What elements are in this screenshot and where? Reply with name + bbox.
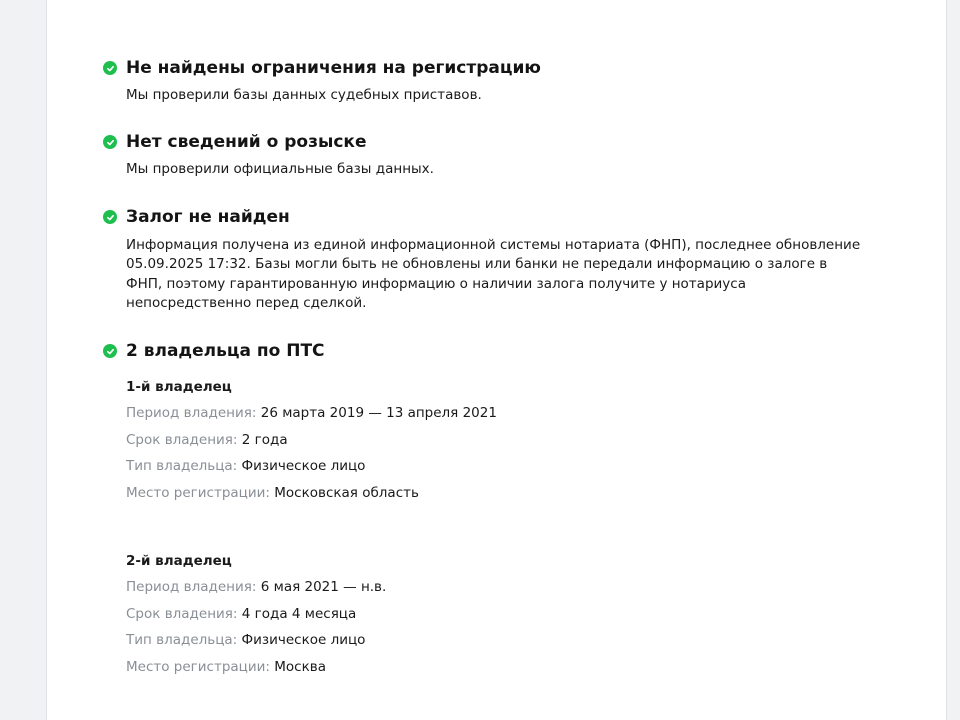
field-label: Место регистрации: bbox=[126, 659, 270, 675]
section-description: Мы проверили официальные базы данных. bbox=[126, 161, 434, 177]
field-value: Физическое лицо bbox=[241, 458, 366, 474]
field-label: Период владения: bbox=[126, 405, 257, 421]
owner-period bbox=[126, 404, 497, 422]
check-circle-icon bbox=[103, 210, 117, 224]
owner-period bbox=[126, 578, 386, 596]
owner-type bbox=[126, 631, 365, 649]
section-title: 2 владельца по ПТС bbox=[126, 341, 325, 361]
section-description: Информация получена из единой информационной системы нотариата (ФНП), последнее обновление 05.09.2025 17:32. Базы могли быть не обновлены или банки не передали информацию о залоге в ФНП, поэтому гарантированную информацию о наличии залога получите у нотариуса непосредственно перед сделкой. bbox=[126, 237, 861, 311]
field-value: Московская область bbox=[274, 485, 419, 501]
field-value: 26 марта 2019 — 13 апреля 2021 bbox=[260, 405, 497, 421]
owner-duration bbox=[126, 431, 288, 449]
owner-registration-place bbox=[126, 658, 326, 676]
field-value: Москва bbox=[274, 659, 326, 675]
field-label: Срок владения: bbox=[126, 606, 238, 622]
owner-heading: 1-й владелец bbox=[126, 379, 232, 395]
field-value: 2 года bbox=[241, 432, 288, 448]
owner-type bbox=[126, 457, 365, 475]
report-card bbox=[46, 0, 947, 720]
field-label: Период владения: bbox=[126, 579, 257, 595]
field-label: Тип владельца: bbox=[126, 458, 238, 474]
field-value: Физическое лицо bbox=[241, 632, 366, 648]
owner-registration-place bbox=[126, 484, 419, 502]
owner-duration bbox=[126, 605, 356, 623]
field-label: Место регистрации: bbox=[126, 485, 270, 501]
section-title: Нет сведений о розыске bbox=[126, 132, 367, 152]
field-label: Срок владения: bbox=[126, 432, 238, 448]
check-circle-icon bbox=[103, 61, 117, 75]
section-title: Не найдены ограничения на регистрацию bbox=[126, 58, 541, 78]
check-circle-icon bbox=[103, 344, 117, 358]
owner-heading: 2-й владелец bbox=[126, 553, 232, 569]
section-title: Залог не найден bbox=[126, 207, 290, 227]
field-value: 4 года 4 месяца bbox=[241, 606, 357, 622]
check-circle-icon bbox=[103, 135, 117, 149]
field-value: 6 мая 2021 — н.в. bbox=[260, 579, 387, 595]
section-description: Мы проверили базы данных судебных приставов. bbox=[126, 87, 482, 103]
field-label: Тип владельца: bbox=[126, 632, 238, 648]
